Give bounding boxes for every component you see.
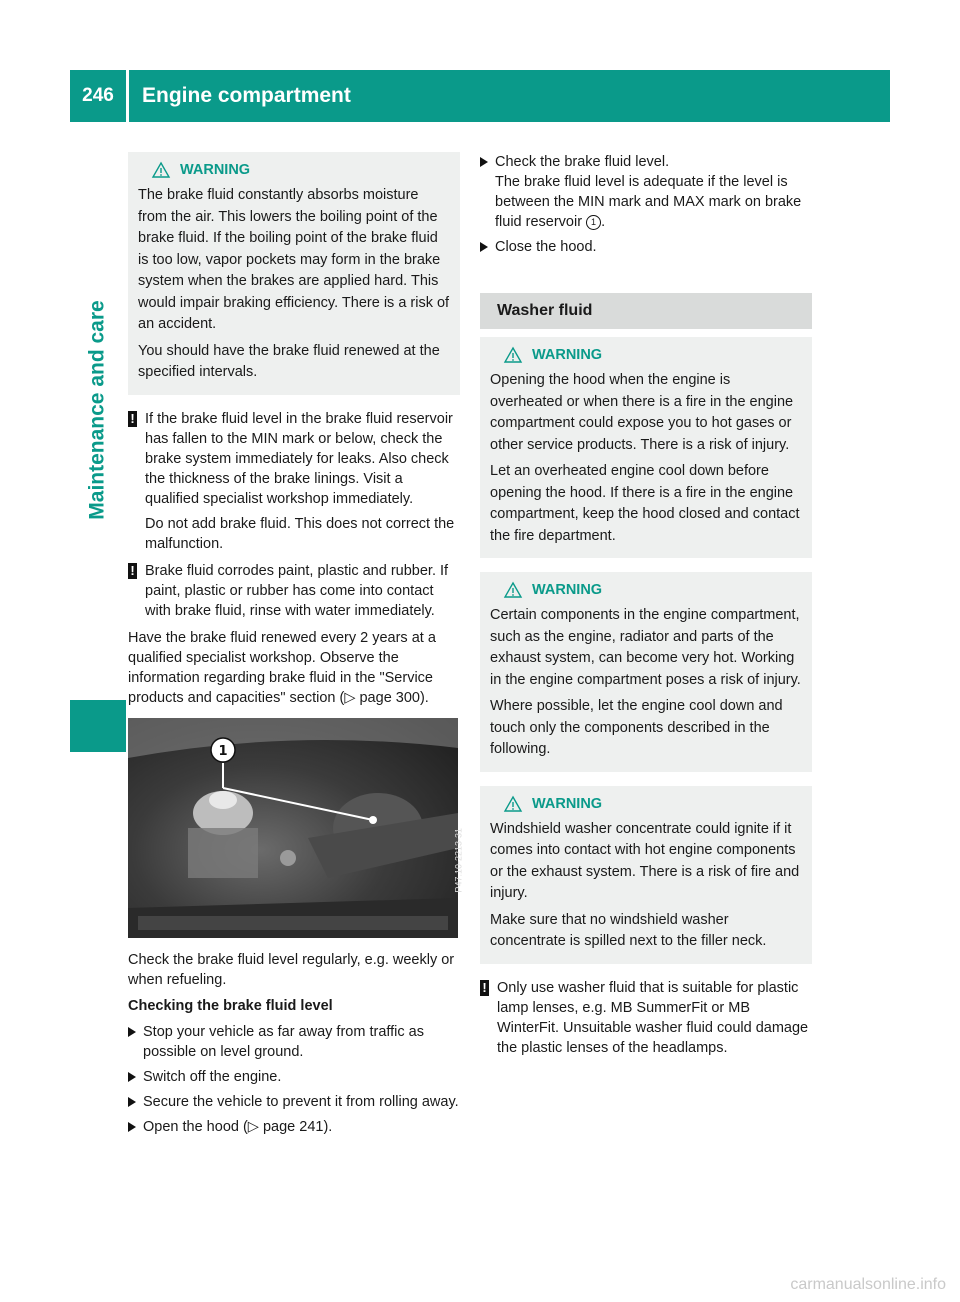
warning-title: [138, 160, 450, 180]
step-text: Switch off the engine.: [143, 1068, 282, 1085]
step-item: [128, 1022, 460, 1062]
step-item: [128, 1067, 460, 1087]
notice-text: If the brake fluid level in the brake fluid reservoir has fallen to the MIN mark or below, check the brake system immediately for leaks. Also check the thickness of the brake linings. Visit a qualified specialist workshop immediately.: [145, 410, 453, 507]
warning-text: Certain components in the engine compartment, such as the engine, radiator and parts of the exhaust system, can become very hot. Working in the engine compartment poses a risk of injury.: [490, 607, 801, 688]
exclamation-icon: !: [480, 980, 489, 996]
arrow-bullet-icon: [128, 1072, 136, 1082]
exclamation-icon: !: [128, 411, 137, 427]
step-item: [480, 152, 812, 232]
warning-text: Let an overheated engine cool down before opening the hood. If there is a fire in the engine compartment, keep the hood closed and contact the fire department.: [490, 463, 800, 544]
page-number: 246: [82, 85, 114, 106]
step-item: [128, 1117, 460, 1137]
step-text: Check the brake fluid level.: [495, 154, 670, 170]
warning-text: You should have the brake fluid renewed at the specified intervals.: [138, 342, 440, 380]
checking-heading: Checking the brake fluid level: [128, 997, 333, 1014]
engine-compartment-photo: [128, 718, 464, 938]
side-tab-marker: [70, 700, 126, 752]
warning-triangle-icon: [152, 162, 170, 178]
notice-text: Only use washer fluid that is suitable for plastic lamp lenses, e.g. MB SummerFit or MB WinterFit. Unsuitable washer fluid could damage the plastic lenses of the headlamps.: [497, 979, 809, 1056]
warning-title: [490, 580, 802, 600]
notice: [480, 978, 812, 1058]
warning-title-text: WARNING: [532, 347, 603, 363]
step-text: Open the hood (▷ page 241).: [143, 1118, 333, 1135]
warning-title-text: WARNING: [532, 582, 603, 598]
notice-text: Brake fluid corrodes paint, plastic and rubber. If paint, plastic or rubber has come into contact with brake fluid, rinse with water immediately.: [145, 562, 449, 619]
reference-number-1: 1: [586, 215, 601, 230]
warning-title-text: WARNING: [532, 795, 603, 812]
arrow-bullet-icon: [480, 157, 488, 167]
notice-text: Do not add brake fluid. This does not correct the malfunction.: [145, 515, 455, 552]
warning-title: [490, 345, 802, 365]
arrow-bullet-icon: [128, 1027, 136, 1037]
warning-title-text: WARNING: [180, 162, 251, 178]
warning-triangle-icon: [504, 582, 522, 598]
arrow-bullet-icon: [128, 1122, 136, 1132]
warning-title: [490, 794, 802, 814]
step-text: Stop your vehicle as far away from traffic as possible on level ground.: [143, 1023, 424, 1060]
warning-text: Windshield washer concentrate could ignite if it comes into contact with hot engine components or the exhaust system. There is a risk of fire and injury.: [490, 820, 800, 901]
engine-illustration: [128, 718, 458, 938]
warning-text: The brake fluid constantly absorbs moisture from the air. This lowers the boiling point of the brake fluid. If the boiling point of the brake fluid is too low, vapor pockets may form in the brake system when the brakes are applied hard. This would impair braking efficiency. There is a risk of an accident.: [138, 187, 450, 332]
arrow-bullet-icon: [480, 242, 488, 252]
notice: [128, 561, 460, 621]
step-detail-text: The brake fluid level is adequate if the level is between the MIN mark and MAX mark on brake fluid reservoir: [495, 174, 802, 230]
side-tab-label: Maintenance and care: [86, 300, 110, 520]
step-item: [128, 1092, 460, 1112]
step-text: Close the hood.: [495, 239, 597, 255]
notice: [128, 409, 460, 554]
warning-box: [480, 337, 812, 558]
step-item: [480, 237, 812, 257]
chapter-title: Engine compartment: [142, 84, 351, 107]
header-divider: [126, 70, 129, 122]
watermark: carmanualsonline.info: [790, 1276, 946, 1293]
check-regularly-text: Check the brake fluid level regularly, e.g. weekly or when refueling.: [128, 951, 455, 988]
renew-paragraph: Have the brake fluid renewed every 2 years at a qualified specialist workshop. Observe the information regarding brake fluid in the "Service products and capacities" section (▷ page 300).: [128, 629, 436, 706]
warning-box: [480, 572, 812, 772]
warning-text: Make sure that no windshield washer concentrate is spilled next to the filler neck.: [490, 911, 767, 949]
side-tab: [70, 125, 126, 695]
step-text: Secure the vehicle to prevent it from rolling away.: [143, 1093, 459, 1110]
left-column: [128, 152, 464, 1142]
right-column: [480, 152, 812, 1065]
warning-text: Where possible, let the engine cool down and touch only the components described in the following.: [490, 698, 783, 757]
section-heading: Washer fluid: [480, 293, 812, 329]
warning-box: [128, 152, 460, 395]
step-detail-end: .: [601, 214, 606, 230]
warning-triangle-icon: [504, 796, 522, 812]
photo-callout-1: 1: [218, 743, 228, 759]
warning-text: Opening the hood when the engine is overheated or when there is a fire in the engine compartment could expose you to hot gases or other service products. There is a risk of injury.: [490, 372, 794, 453]
photo-code: P47.10-2213-31: [454, 827, 464, 893]
exclamation-icon: !: [128, 563, 137, 579]
step-detail: [495, 172, 812, 232]
arrow-bullet-icon: [128, 1097, 136, 1107]
warning-box: [480, 786, 812, 964]
warning-triangle-icon: [504, 347, 522, 363]
